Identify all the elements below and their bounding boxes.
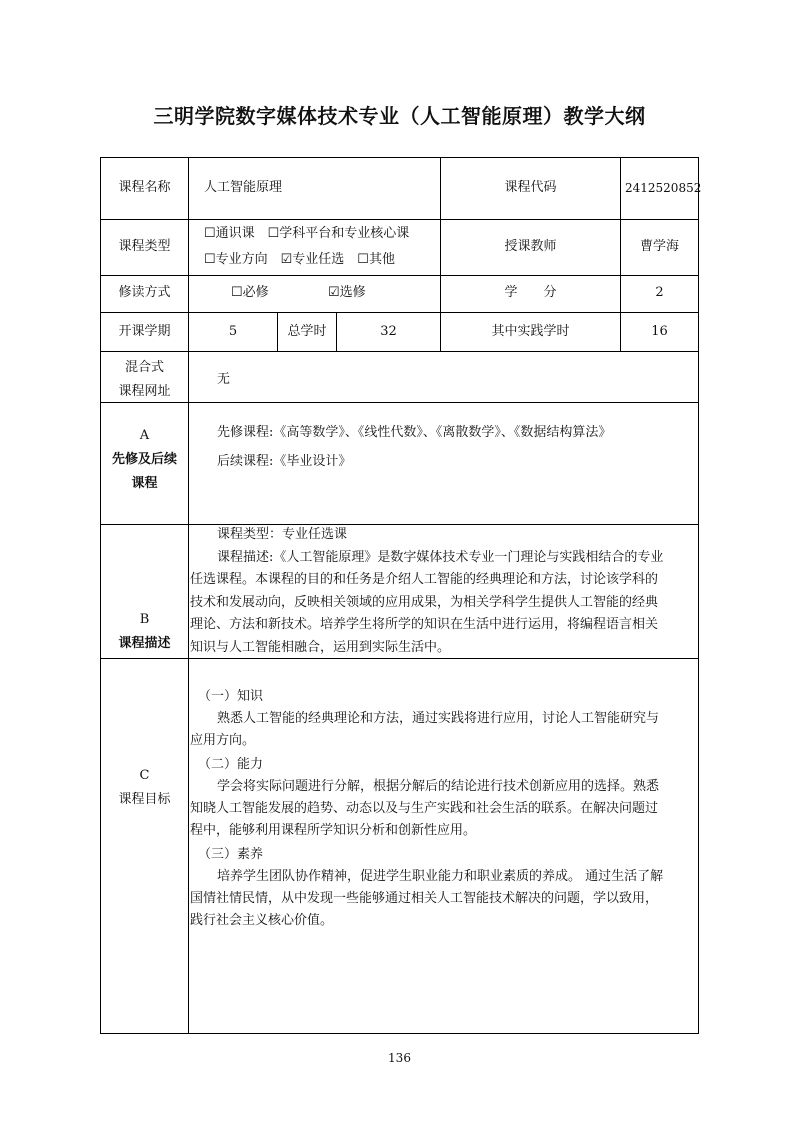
section-a-label-line1: 先修及后续 xyxy=(111,452,177,467)
practice-hours-label: 其中实践学时 xyxy=(491,324,570,339)
course-name-label: 课程名称 xyxy=(118,180,171,195)
literacy-line: 践行社会主义核心价值。 xyxy=(190,913,334,928)
section-b-line: 理论、方法和新技术。培养学生将所学的知识在生活中进行运用，将编程语言相关 xyxy=(190,617,659,632)
course-type-label: 课程类型 xyxy=(118,239,171,254)
credit-label: 学 分 xyxy=(504,285,557,300)
ability-line: 程中，能够利用课程所学知识分析和创新性应用。 xyxy=(190,823,477,838)
section-c-letter: C xyxy=(139,768,150,783)
section-b-line: 知识与人工智能相融合，运用到实际生活中。 xyxy=(190,640,451,655)
teacher-label: 授课教师 xyxy=(504,239,557,254)
section-b-label: 课程描述 xyxy=(118,636,171,651)
knowledge-heading: （一）知识 xyxy=(198,689,264,704)
prerequisite-courses: 先修课程:《高等数学》、《线性代数》、《离散数学》、《数据结构算法》 xyxy=(217,425,612,440)
section-c-label: 课程目标 xyxy=(118,792,171,807)
section-b-type-line: 课程类型：专业任选课 xyxy=(217,527,348,542)
ability-line: 学会将实际问题进行分解，根据分解后的结论进行技术创新应用的选择。熟悉 xyxy=(217,779,660,794)
literacy-line: 培养学生团队协作精神，促进学生职业能力和职业素质的养成。 通过生活了解 xyxy=(217,869,664,884)
literacy-line: 国情社情民情，从中发现一些能够通过相关人工智能技术解决的问题，学以致用， xyxy=(190,891,659,906)
followup-courses: 后续课程:《毕业设计》 xyxy=(217,454,352,469)
study-mode-elective: ☑选修 xyxy=(328,285,366,300)
document-title: 三明学院数字媒体技术专业（人工智能原理）教学大纲 xyxy=(153,104,646,128)
section-b-letter: B xyxy=(139,612,150,627)
teacher-value: 曹学海 xyxy=(639,239,679,254)
study-mode-required: ☐必修 xyxy=(231,285,269,300)
knowledge-line: 熟悉人工智能的经典理论和方法，通过实践将进行应用，讨论人工智能研究与 xyxy=(217,711,660,726)
course-name-value: 人工智能原理 xyxy=(204,180,283,195)
section-a-label-line2: 课程 xyxy=(131,476,158,491)
study-mode-label: 修读方式 xyxy=(118,285,171,300)
total-hours-value: 32 xyxy=(380,324,397,339)
credit-value: 2 xyxy=(655,285,664,300)
literacy-heading: （三）素养 xyxy=(198,847,264,862)
course-url-label-line1: 混合式 xyxy=(124,360,164,375)
section-b-line: 任选课程。本课程的目的和任务是介绍人工智能的经典理论和方法，讨论该学科的 xyxy=(190,572,659,587)
section-a-letter: A xyxy=(139,428,150,443)
page-number: 136 xyxy=(388,1051,411,1065)
ability-line: 知晓人工智能发展的趋势、动态以及与生产实践和社会生活的联系。在解决问题过 xyxy=(190,801,659,816)
semester-label: 开课学期 xyxy=(118,324,171,339)
course-url-value: 无 xyxy=(217,372,231,387)
course-url-label-line2: 课程网址 xyxy=(118,384,171,399)
semester-value: 5 xyxy=(228,324,238,339)
course-code-value: 2412520852 xyxy=(625,181,702,195)
course-type-options-line1: ☐通识课 ☐学科平台和专业核心课 xyxy=(204,226,410,241)
ability-heading: （二）能力 xyxy=(198,757,264,772)
knowledge-line: 应用方向。 xyxy=(190,733,256,748)
total-hours-label: 总学时 xyxy=(287,324,327,339)
course-type-options-line2: ☐专业方向 ☑专业任选 ☐其他 xyxy=(204,252,395,267)
practice-hours-value: 16 xyxy=(651,324,668,339)
course-code-label: 课程代码 xyxy=(504,180,557,195)
section-b-line: 技术和发展动向，反映相关领域的应用成果，为相关学科学生提供人工智能的经典 xyxy=(190,595,659,610)
section-b-line: 课程描述:《人工智能原理》是数字媒体技术专业一门理论与实践相结合的专业 xyxy=(217,550,664,565)
